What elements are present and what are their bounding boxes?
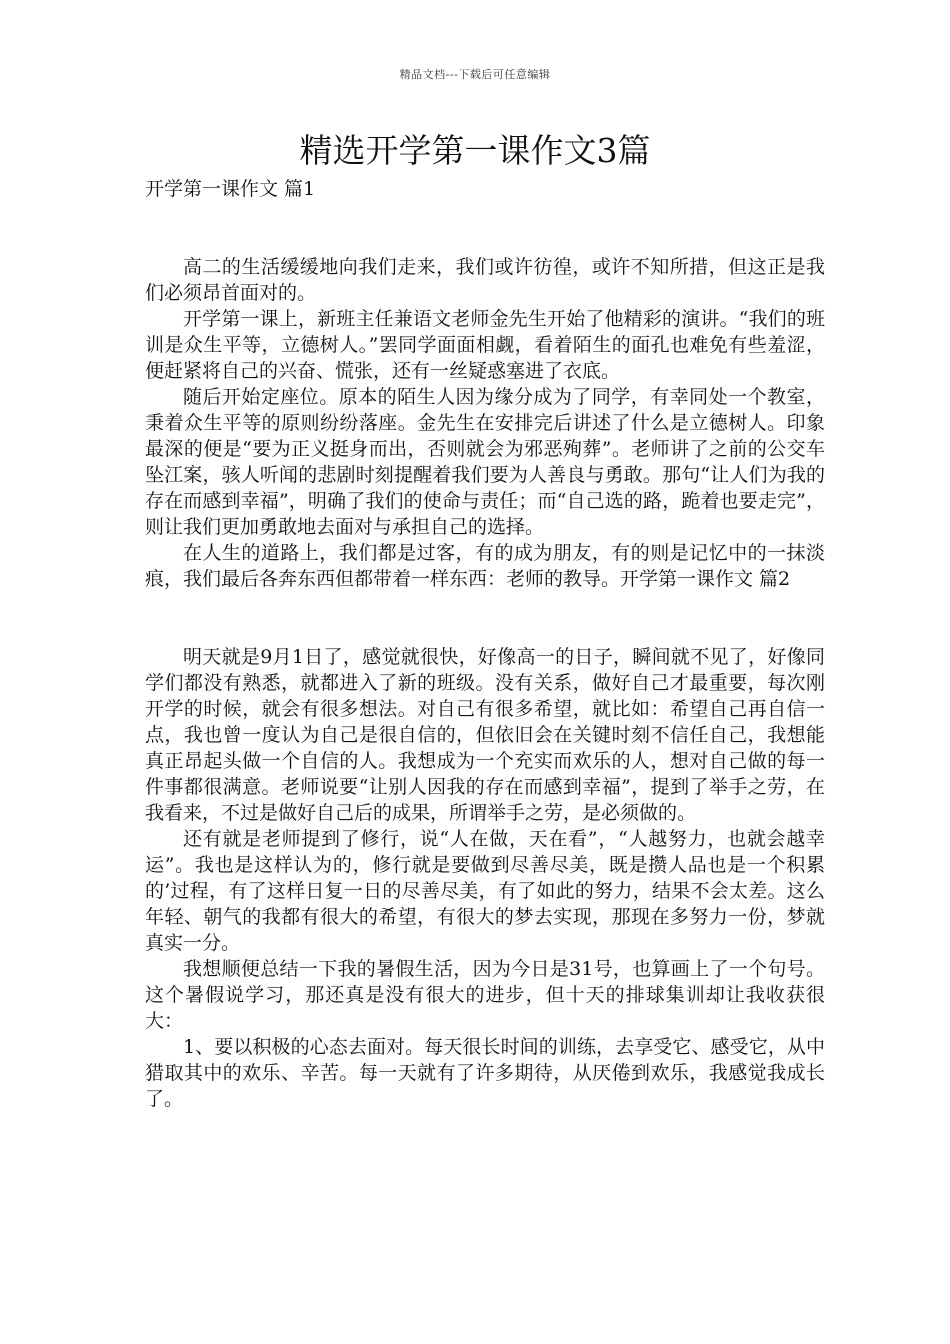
essay-1-paragraph-3: 随后开始定座位。原本的陌生人因为缘分成为了同学，有幸同处一个教室，秉着众生平等的原则纷纷落座。金先生在安排完后讲述了什么是立德树人。印象最深的便是“要为正义挺身而出，否则就会为邪恶殉葬”。老师讲了之前的公交车坠江案，骇人听闻的悲剧时刻提醒着我们要为人善良与勇敢。那句“让人们为我的存在而感到幸福”，明确了我们的使命与责任；而“自己选的路，跪着也要走完”，则让我们更加勇敢地去面对与承担自己的选择。 <box>145 386 825 538</box>
blank-space <box>145 592 825 644</box>
essay-2-paragraph-2: 还有就是老师提到了修行，说“人在做，天在看”，“人越努力，也就会越幸运”。我也是这样认为的，修行就是要做到尽善尽美，既是攒人品也是一个积累的’过程，有了这样日复一日的尽善尽美，有了如此的努力，结果不会太差。这么年轻、朝气的我都有很大的希望，有很大的梦去实现，那现在多努力一份，梦就真实一分。 <box>145 828 825 954</box>
essay-1-heading: 开学第一课作文 篇1 <box>145 178 316 200</box>
essay-1-paragraph-1: 高二的生活缓缓地向我们走来，我们或许彷徨，或许不知所措，但这正是我们必须昂首面对的。 <box>145 256 825 304</box>
essay-1-closing-text: 在人生的道路上，我们都是过客，有的成为朋友，有的则是记忆中的一抹淡痕，我们最后各奔东西但都带着一样东西：老师的教导。 <box>145 542 825 590</box>
essay-2-paragraph-3: 我想顺便总结一下我的暑假生活，因为今日是31号，也算画上了一个句号。这个暑假说学习，那还真是没有很大的进步，但十天的排球集训却让我收获很大： <box>145 958 825 1032</box>
header-note: 精品文档---下载后可任意编辑 <box>399 68 551 81</box>
essay-2-paragraph-1: 明天就是9月1日了，感觉就很快，好像高一的日子，瞬间就不见了，好像同学们都没有熟悉，就都进入了新的班级。没有关系，做好自己才最重要，每次刚开学的时候，就会有很多想法。对自己有很多希望，就比如：希望自己再自信一点，我也曾一度认为自己是很自信的，但依旧会在关键时刻不信任自己，我想能真正昂起头做一个自信的人。我想成为一个充实而欢乐的人，想对自己做的每一件事都很满意。老师说要“让别人因我的存在而感到幸福”，提到了举手之劳，在我看来，不过是做好自己后的成果，所谓举手之劳，是必须做的。 <box>145 646 825 824</box>
blank-space <box>145 202 825 254</box>
essay-1-paragraph-2: 开学第一课上，新班主任兼语文老师金先生开始了他精彩的演讲。“我们的班训是众生平等，立德树人。”罢同学面面相觑，看着陌生的面孔也难免有些羞涩，便赶紧将自己的兴奋、慌张，还有一丝疑惑塞进了衣底。 <box>145 308 825 382</box>
document-title: 精选开学第一课作文3篇 <box>299 131 651 170</box>
essay-1-paragraph-4 <box>145 540 825 592</box>
essay-2-paragraph-4: 1、要以积极的心态去面对。每天很长时间的训练，去享受它、感受它，从中猎取其中的欢乐、辛苦。每一天就有了许多期待，从厌倦到欢乐，我感觉我成长了。 <box>145 1036 825 1110</box>
essay-2-heading: 开学第一课作文 篇2 <box>620 568 791 590</box>
document-body <box>145 176 825 1112</box>
